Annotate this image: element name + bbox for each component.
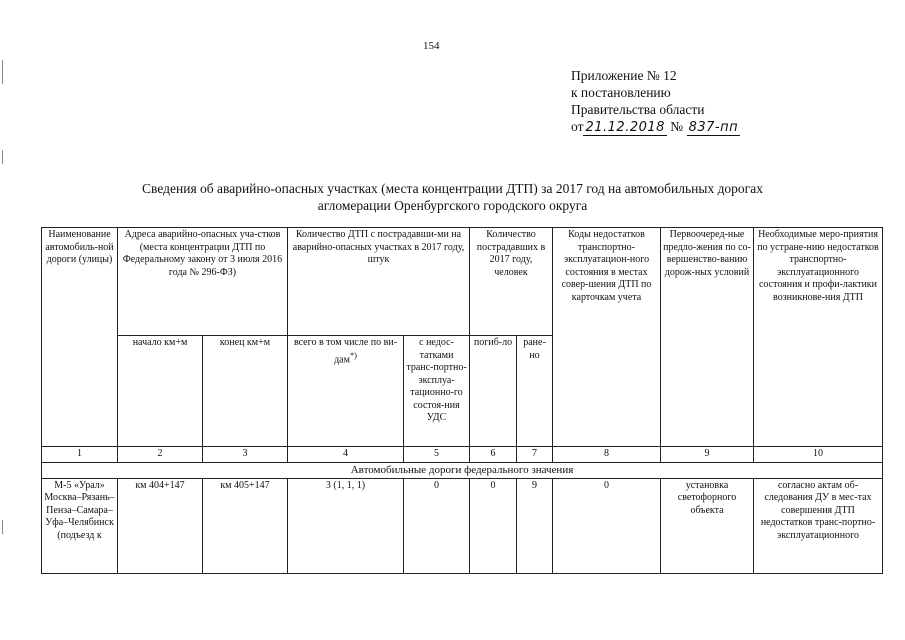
header-accidents-count: Количество ДТП с пострадавши-ми на аварийно-опасных участках в 2017 году, штук	[288, 228, 470, 336]
header-end-km: конец км+м	[203, 336, 288, 447]
column-number: 1	[42, 447, 118, 463]
header-total	[288, 336, 404, 447]
column-number: 10	[754, 447, 883, 463]
header-victims-count: Количество пострадавших в 2017 году, человек	[470, 228, 553, 336]
header-total-label: всего в том числе по ви-дам	[293, 337, 398, 365]
column-number: 9	[661, 447, 754, 463]
column-number: 5	[404, 447, 470, 463]
handwritten-date: 21.12.2018	[585, 120, 665, 135]
cell-injured: 9	[517, 478, 553, 573]
appendix-line-3: Правительства области	[571, 102, 705, 117]
column-number-row	[42, 447, 883, 463]
header-deficiency-codes: Коды недостатков транспортно-эксплуатацион-ного состояния в местах совер-шения ДТП по карточкам учета	[553, 228, 661, 447]
column-number: 7	[517, 447, 553, 463]
column-number: 8	[553, 447, 661, 463]
section-title: Автомобильные дороги федерального значения	[42, 463, 883, 479]
cell-end-km: км 405+147	[203, 478, 288, 573]
from-label: от	[571, 119, 584, 134]
scan-margin-mark	[2, 150, 3, 164]
header-priority-proposals: Первоочеред-ные предло-жения по со-вершенство-ванию дорож-ных условий	[661, 228, 754, 447]
footnote-mark: *)	[349, 350, 357, 360]
scan-margin-mark	[2, 60, 3, 84]
title-line-2: агломерации Оренбургского городского округа	[317, 198, 588, 213]
cell-with-deficiencies: 0	[404, 478, 470, 573]
appendix-line-1: Приложение № 12	[571, 68, 677, 83]
table-row	[42, 478, 883, 573]
header-killed: погиб-ло	[470, 336, 517, 447]
appendix-date-line	[571, 118, 740, 136]
header-required-measures: Необходимые меро-приятия по устране-нию недостатков транспортно-эксплуатационного состояния и профи-лактики возникнове-ния ДТП	[754, 228, 883, 447]
cell-proposal: установка светофорного объекта	[661, 478, 754, 573]
data-table	[41, 227, 883, 574]
header-injured: ране-но	[517, 336, 553, 447]
column-number: 6	[470, 447, 517, 463]
scan-margin-mark	[2, 520, 3, 534]
section-row	[42, 463, 883, 479]
column-number: 4	[288, 447, 404, 463]
cell-total: 3 (1, 1, 1)	[288, 478, 404, 573]
column-number: 2	[118, 447, 203, 463]
cell-start-km: км 404+147	[118, 478, 203, 573]
cell-killed: 0	[470, 478, 517, 573]
cell-codes: 0	[553, 478, 661, 573]
cell-road: М-5 «Урал» Москва–Рязань–Пенза–Самара–Уфа–Челябинск (подъезд к	[42, 478, 118, 573]
number-label: №	[670, 119, 684, 134]
header-road-name: Наименование автомобиль-ной дороги (улицы)	[42, 228, 118, 447]
column-number: 3	[203, 447, 288, 463]
page-number: 154	[423, 40, 440, 52]
header-addresses: Адреса аварийно-опасных уча-стков (места концентрации ДТП по Федеральному закону от 3 июля 2016 года № 296-ФЗ)	[118, 228, 288, 336]
header-with-deficiencies: с недос-татками транс-портно-эксплуа-тационно-го состоя-ния УДС	[404, 336, 470, 447]
cell-measures: согласно актам об-следования ДУ в мес-тах совершения ДТП недостатков транс-портно-эксплуатационного	[754, 478, 883, 573]
header-start-km: начало км+м	[118, 336, 203, 447]
title-line-1: Сведения об аварийно-опасных участках (места концентрации ДТП) за 2017 год на автомобильных дорогах	[142, 181, 763, 196]
appendix-block	[571, 67, 740, 136]
header-row-1	[42, 228, 883, 336]
document-title	[0, 180, 905, 214]
handwritten-number: 837-пп	[688, 120, 739, 135]
appendix-line-2: к постановлению	[571, 85, 671, 100]
